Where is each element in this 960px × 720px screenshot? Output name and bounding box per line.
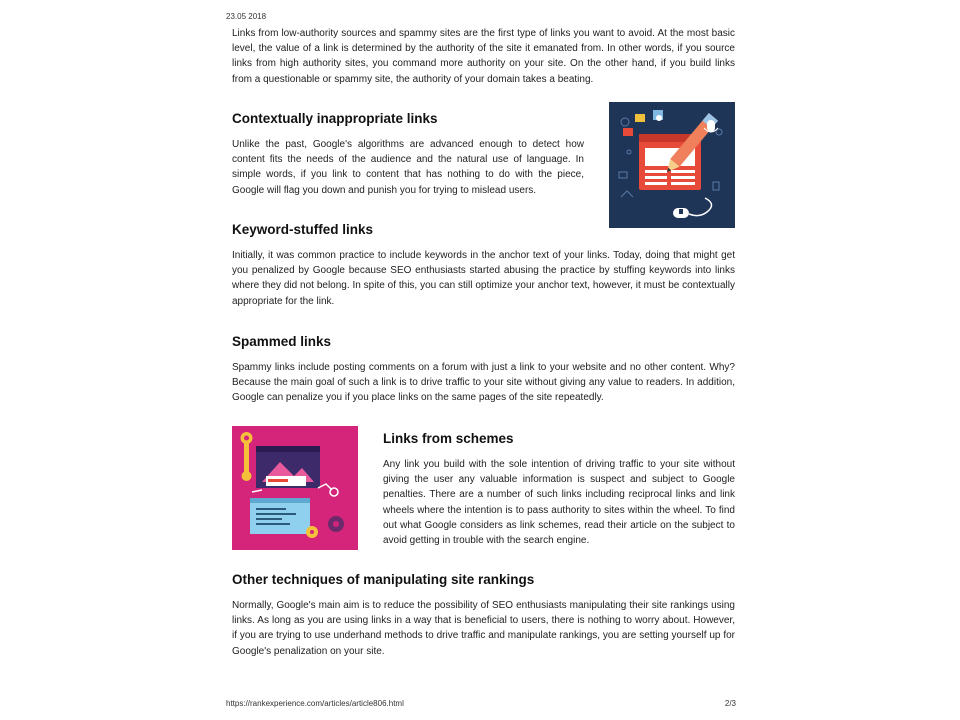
heading-schemes: Links from schemes: [383, 431, 514, 446]
intro-paragraph: Links from low-authority sources and spammy sites are the first type of links you want to avoid. At the most basic level, the value of a link is determined by the authority of the site it emanated from. In other words, if you source links from high authority sites, you command more authority on your site. On the other hand, if you build links from a questionable or spammy site, the authority of your domain takes a beating.: [232, 28, 735, 85]
contextual-paragraph: Unlike the past, Google's algorithms are advanced enough to detect how content fits the needs of the audience and the natural use of language. In simple words, if you link to content that has nothing to do with the piece, Google will flag you down and punish you for trying to mislead users.: [232, 139, 584, 196]
heading-contextual: Contextually inappropriate links: [232, 111, 438, 126]
spammed-paragraph: Spammy links include posting comments on a forum with just a link to your website and no other content. Why? Because the main goal of such a link is to drive traffic to your site without giving any value to readers. In addition, Google can penalize you if you place links on the same pages of the site repeatedly.: [232, 362, 735, 404]
schemes-paragraph: Any link you build with the sole intention of driving traffic to your site without giving the user any valuable information is suspect and subject to Google penalties. There are a number of such links including reciprocal links and link wheels where the intention is to pass authority to sites within the wheel. To find out what Google considers as link schemes, read their article on the subject to avoid getting in trouble with the search engine.: [383, 459, 735, 547]
keyword-paragraph: Initially, it was common practice to include keywords in the anchor text of your links. Today, doing that might get you penalized by Google because SEO enthusiasts started abusing the practice by stuffing keywords into links where they did not belong. In spite of this, you can still optimize your anchor text, however, it must be contextually appropriate for the link.: [232, 250, 735, 307]
page-number: 2/3: [724, 699, 736, 708]
footer-url: https://rankexperience.com/articles/article806.html: [226, 699, 404, 708]
heading-other-techniques: Other techniques of manipulating site rankings: [232, 572, 535, 587]
web-design-illustration: [609, 102, 735, 228]
link-scheme-illustration: [232, 426, 358, 550]
other-paragraph: Normally, Google's main aim is to reduce the possibility of SEO enthusiasts manipulating their site rankings using links. As long as you are using links in a way that is beneficial to users, there is nothing to worry about. However, if you are trying to use underhand methods to drive traffic and manipulate rankings, you are setting yourself up for Google's penalization on your site.: [232, 600, 735, 657]
heading-spammed: Spammed links: [232, 334, 332, 349]
heading-keyword-stuffed: Keyword-stuffed links: [232, 222, 374, 237]
print-date: 23.05 2018: [226, 12, 267, 21]
